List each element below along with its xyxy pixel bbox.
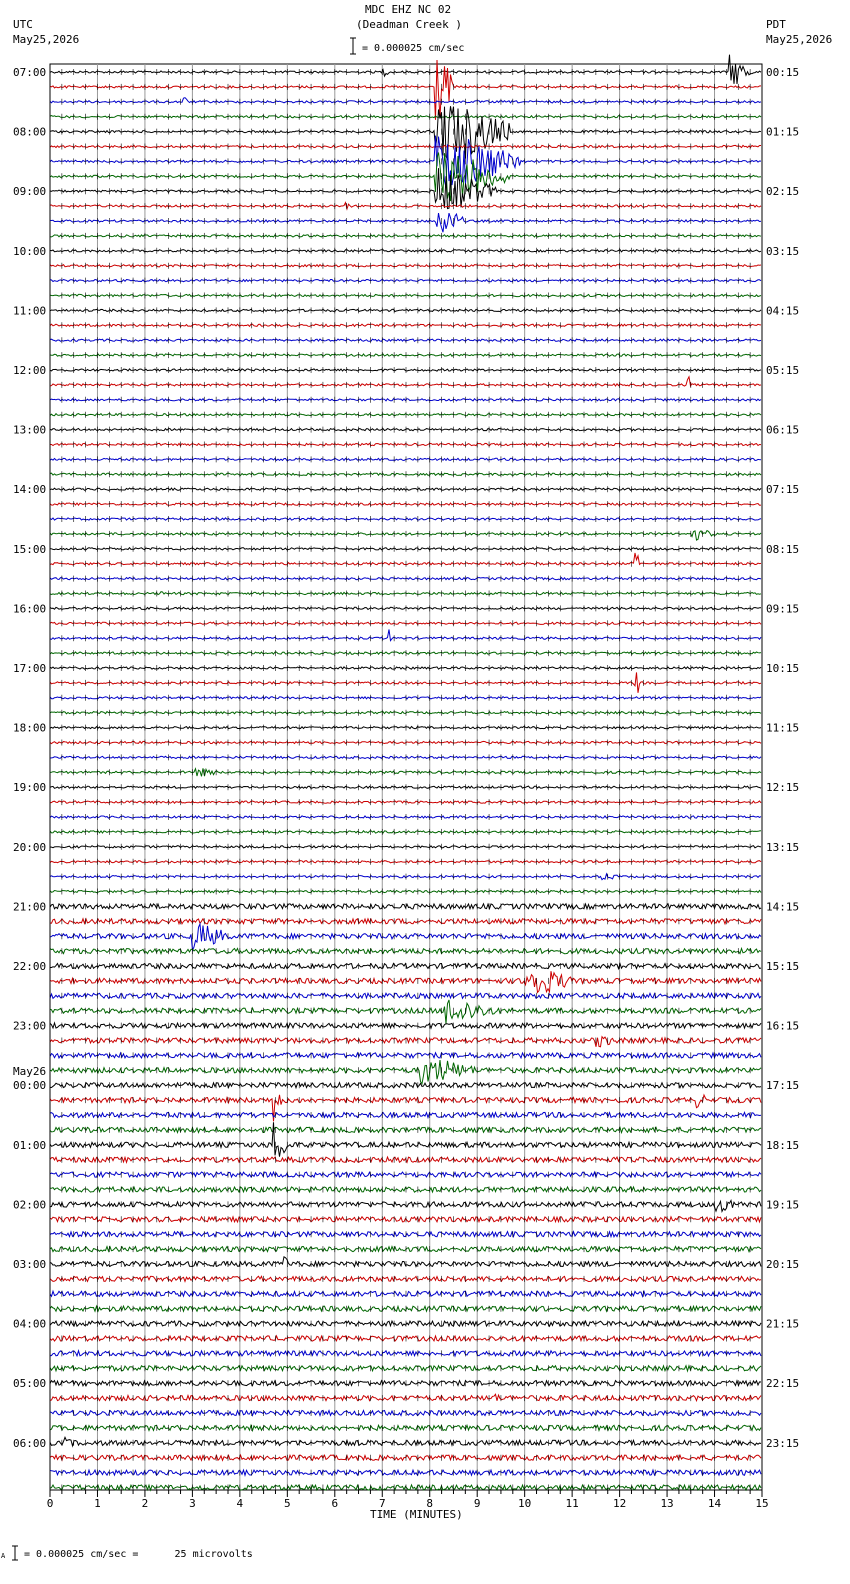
x-tick-label: 5 xyxy=(284,1497,291,1510)
x-tick-label: 6 xyxy=(331,1497,339,1510)
x-tick-label: 13 xyxy=(660,1497,674,1510)
x-tick-label: 11 xyxy=(565,1497,579,1510)
x-tick-label: 15 xyxy=(755,1497,769,1510)
x-tick-label: 3 xyxy=(189,1497,196,1510)
x-tick-label: 1 xyxy=(94,1497,101,1510)
x-tick-label: 2 xyxy=(141,1497,149,1510)
x-tick-label: 8 xyxy=(426,1497,434,1510)
x-tick-label: 9 xyxy=(473,1497,481,1510)
x-tick-label: 0 xyxy=(46,1497,54,1510)
trace-line xyxy=(50,60,761,120)
x-tick-label: 12 xyxy=(612,1497,627,1510)
x-tick-label: 4 xyxy=(236,1497,244,1510)
x-tick-label: 7 xyxy=(378,1497,386,1510)
x-tick-label: 10 xyxy=(518,1497,532,1510)
x-tick-label: 14 xyxy=(707,1497,722,1510)
